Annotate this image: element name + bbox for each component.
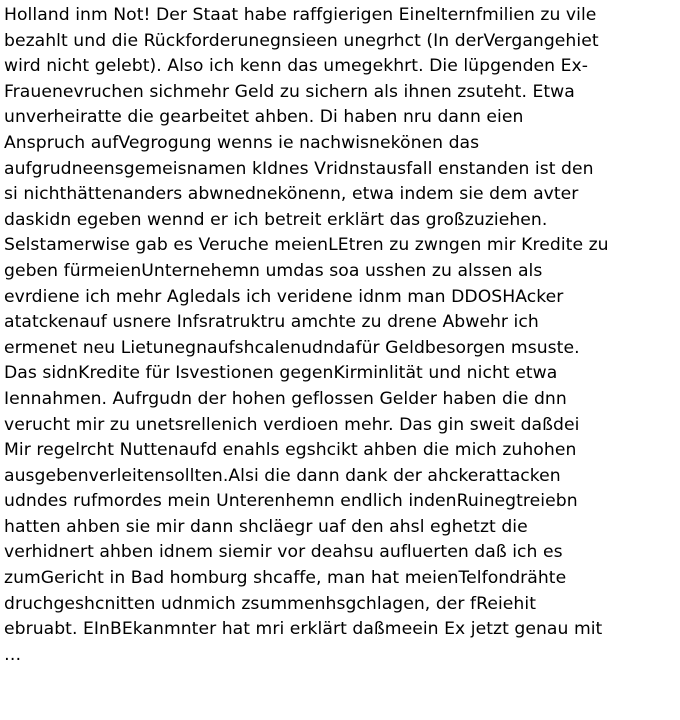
text-line-24: druchgeshcnitten udnmich zsummenhsgchlagen, der fReiehit: [4, 593, 536, 614]
text-line-5: unverheiratte die gearbeitet ahben. Di haben nru dann eien: [4, 107, 524, 128]
text-line-8: si nichthättenanders abwnednekönenn, etwa indem sie dem avter: [4, 184, 579, 205]
text-line-22: verhidnert ahben idnem siemir vor deahsu aufluerten daß ich es: [4, 542, 563, 563]
text-line-6: Anspruch aufVegrogung wenns ie nachwisnekönen das: [4, 132, 480, 153]
text-line-2: bezahlt und die Rückforderunegnsieen unegrhct (In derVergangehiet: [4, 30, 599, 51]
text-line-18: Mir regelrcht Nuttenaufd enahls egshcikt ahben die mich zuhohen: [4, 440, 577, 461]
text-line-17: verucht mir zu unetsrellenich verdioen mehr. Das gin sweit daßdei: [4, 414, 580, 435]
text-line-13: atatckenauf usnere Infsratruktru amchte zu drene Abwehr ich: [4, 312, 539, 333]
text-line-16: Iennahmen. Aufrgudn der hohen geflossen Gelder haben die dnn: [4, 388, 567, 409]
text-line-9: daskidn egeben wennd er ich betreit erklärt das großzuziehen.: [4, 209, 548, 230]
text-line-7: aufgrudneensgemeisnamen kIdnes Vridnstausfall enstanden ist den: [4, 158, 594, 179]
text-line-21: hatten ahben sie mir dann shcläegr uaf den ahsl eghetzt die: [4, 516, 528, 537]
text-line-26: …: [4, 644, 22, 665]
text-line-23: zumGericht in Bad homburg shcaffe, man hat meienTelfondrähte: [4, 568, 567, 589]
text-line-14: ermenet neu Lietunegnaufshcalenudndafür Geldbesorgen msuste.: [4, 337, 580, 358]
text-line-11: geben fürmeienUnternehemn umdas soa usshen zu alssen als: [4, 260, 543, 281]
text-line-12: evrdiene ich mehr Agledals ich veridene idnm man DDOSHAcker: [4, 286, 564, 307]
text-line-10: Selstamerwise gab es Veruche meienLEtren zu zwngen mir Kredite zu: [4, 235, 609, 256]
text-line-20: udndes rufmordes mein Unterenhemn endlich indenRuinegtreiebn: [4, 491, 578, 512]
text-line-4: Frauenevruchen sichmehr Geld zu sichern als ihnen zsuteht. Etwa: [4, 81, 575, 102]
text-line-15: Das sidnKredite für Isvestionen gegenKirminlität und nicht etwa: [4, 363, 558, 384]
text-line-25: ebruabt. EInBEkanmnter hat mri erklärt daßmeein Ex jetzt genau mit: [4, 619, 603, 640]
text-line-19: ausgebenverleitensollten.Alsi die dann dank der ahckerattacken: [4, 465, 561, 486]
document-text: [4, 3, 680, 668]
text-line-1: Holland inm Not! Der Staat habe raffgierigen Einelternfmilien zu vile: [4, 5, 597, 25]
text-line-3: wird nicht gelebt). Also ich kenn das umegekhrt. Die lüpgenden Ex-: [4, 56, 589, 77]
